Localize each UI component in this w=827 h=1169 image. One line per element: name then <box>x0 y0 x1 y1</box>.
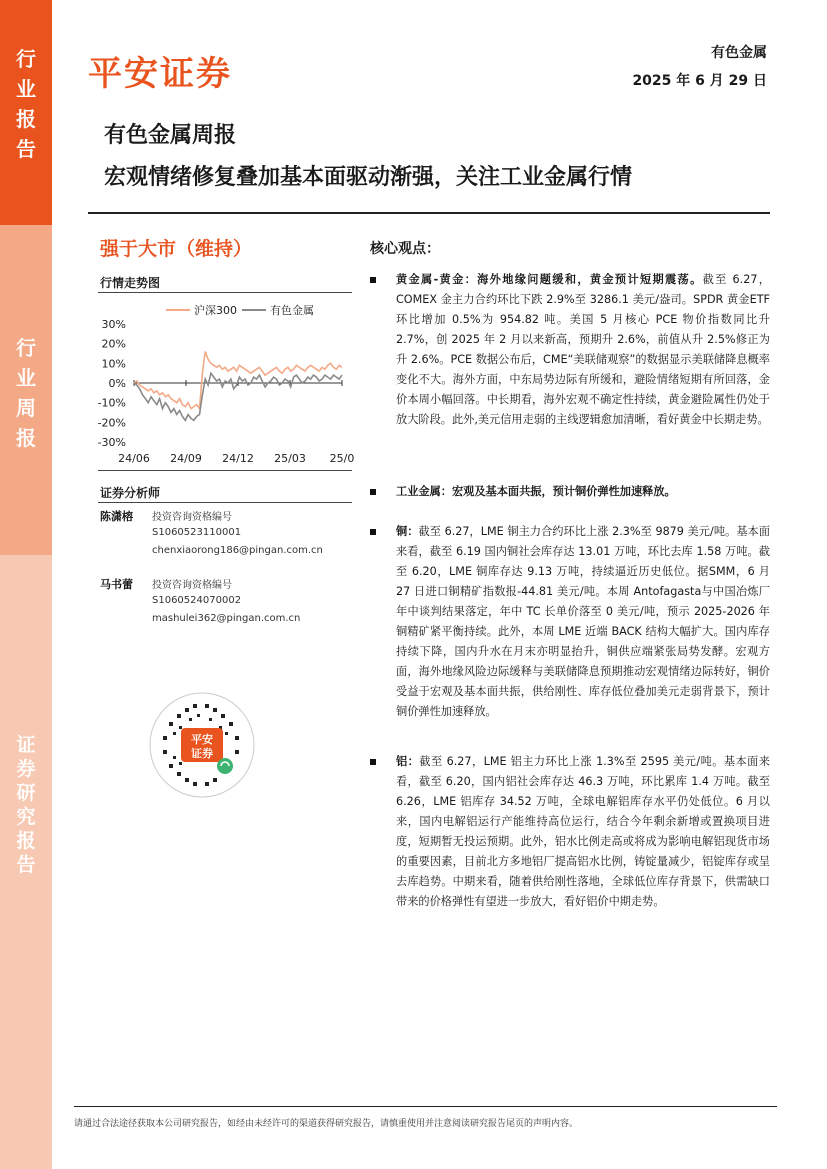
y-tick-label: 10% <box>101 357 126 371</box>
analyst-section-title: 证券分析师 <box>100 486 161 500</box>
svg-text:证券: 证券 <box>191 747 213 760</box>
left-color-band <box>0 0 52 1169</box>
bullet-heading: 工业金属：宏观及基本面共振，预计铜价弹性加速释放。 <box>396 485 676 498</box>
analyst-name: 马书蕾 <box>100 578 133 591</box>
chart-divider-top <box>98 292 352 293</box>
bullet-text: 截至 6.27，LME 铝主力环比上涨 1.3%至 2595 美元/吨。基本面来看，截至 6.20，国内铝社会库存达 46.3 万吨，环比累库 1.4 万吨。截至 6.26，LME 铝库存 34.52 万吨，全球电解铝库存水平仍处低位。6 月以来，国内电解铝运行产能维持高位运行，结合今年剩余新增或置换项目进度，短期暂无投运预期。此外，铝水比例走高或将成为影响电解铝现货市场的重要因素，目前北方多地铝厂提高铝水比例，铸锭量减少，铝锭库存或呈去库趋势。中期来看，随着供给刚性落地，全球低位库存背景下，供需缺口带来的价格弹性有望进一步放大，看好铝价中期走势。 <box>396 755 770 908</box>
qr-code-icon <box>149 692 255 798</box>
y-tick-label: -30% <box>97 436 126 449</box>
bullet-square-icon <box>370 759 376 765</box>
x-tick-label: 24/12 <box>222 452 254 465</box>
analyst-name: 陈潇榕 <box>100 510 133 523</box>
core-views-title: 核心观点： <box>370 241 440 257</box>
y-tick-label: -20% <box>97 416 126 430</box>
bullet-square-icon <box>370 277 376 283</box>
report-title: 宏观情绪修复叠加基本面驱动渐强，关注工业金属行情 <box>104 165 633 190</box>
cert-number: S1060523110001 <box>152 527 242 538</box>
chart-legend <box>166 303 314 317</box>
analyst-email[interactable]: mashulei362@pingan.com.cn <box>152 613 301 624</box>
y-tick-label: 20% <box>101 337 126 351</box>
chart-title: 行情走势图 <box>100 276 161 290</box>
cert-label: 投资咨询资格编号 <box>152 580 232 591</box>
x-tick-label: 24/09 <box>170 452 202 465</box>
report-type: 有色金属周报 <box>104 123 237 148</box>
y-tick-label: -10% <box>97 396 126 410</box>
bullet-text: 截至 6.27，COMEX 金主力合约环比下跌 2.9%至 3286.1 美元/盎司。SPDR 黄金ETF 环比增加 0.5%为 954.82 吨。美国 5 月核心 PCE 物价指数同比升 2.7%，创 2025 年 2 月以来新高，预期升 2.6%，前值从升 2.5%修正为升 2.6%。PCE 数据公布后，CME“美联储观察”的数据显示美联储降息概率变化不大。海外方面，中东局势边际有所缓和，避险情绪短期有所回落，金价本周小幅回落。中长期看，海外宏观不确定性持续，黄金避险属性仍处于放大阶段。此外,美元信用走弱的主线逻辑愈加清晰，看好黄金中长期走势。 <box>396 273 770 426</box>
rating: 强于大市（维持） <box>100 238 253 260</box>
bullet-heading: 黄金属-黄金：海外地缘问题缓和，黄金预计短期震荡。 <box>396 273 703 286</box>
x-tick-label: 25/0 <box>329 452 355 465</box>
bullet-text: 截至 6.27，LME 铜主力合约环比上涨 2.3%至 9879 美元/吨。基本面来看，截至 6.19 国内铜社会库存达 13.01 万吨，环比去库 1.58 万吨。截至 6.20，LME 铜库存达 9.13 万吨，持续逼近历史低位。据SMM，6 月 27 日进口铜精矿指数报-44.81 美元/吨。本周 Antofagasta与中国冶炼厂年中谈判结果落定，年中 TC 长单价落至 0 美元/吨，预示 2025-2026 年铜精矿紧平衡持续。此外，本周 LME 近端 BACK 结构大幅扩大。国内库存持续下降，国内升水在月末亦明显抬升，铜供应端紧张局势发酵。宏观方面，海外地缘风险边际缓释与美联储降息预期推动宏观情绪边际转好，铜价受益于宏观及基本面共振，供给刚性、库存低位叠加美元走弱背景下，预计铜价弹性加速释放。 <box>396 525 770 718</box>
header-sector: 有色金属 <box>711 45 767 61</box>
y-tick-label: 0% <box>108 377 126 390</box>
cert-label: 投资咨询资格编号 <box>152 512 232 523</box>
bullet-square-icon <box>370 529 376 535</box>
bullet-square-icon <box>370 489 376 495</box>
sidebar-label-industry-weekly: 行 业 周 报 <box>0 225 52 555</box>
bullet-heading: 铜： <box>396 525 419 538</box>
bullet-heading: 铝： <box>396 755 420 768</box>
sidebar-label-securities-research: 证 券 研 究 报 告 <box>0 555 52 1169</box>
legend-label: 有色金属 <box>270 304 314 317</box>
company-logo: 平安证券 <box>88 54 232 94</box>
svg-text:平安: 平安 <box>191 733 213 746</box>
x-tick-label: 25/03 <box>274 452 306 465</box>
title-divider <box>88 212 770 214</box>
legend-label: 沪深300 <box>194 304 237 317</box>
market-trend-chart <box>96 296 356 466</box>
analyst-divider <box>98 502 352 503</box>
footer-disclaimer: 请通过合法途径获取本公司研究报告，如经由未经许可的渠道获得研究报告，请慎重使用并注意阅读研究报告尾页的声明内容。 <box>74 1119 579 1129</box>
footer-divider <box>74 1106 777 1107</box>
cert-number: S1060524070002 <box>152 595 242 606</box>
sidebar-label-industry-report: 行 业 报 告 <box>0 0 52 225</box>
analyst-email[interactable]: chenxiaorong186@pingan.com.cn <box>152 545 323 556</box>
chart-divider-bottom <box>98 470 352 471</box>
y-tick-label: 30% <box>101 318 126 331</box>
header-date: 2025 年 6 月 29 日 <box>632 73 767 89</box>
x-tick-label: 24/06 <box>118 452 150 465</box>
